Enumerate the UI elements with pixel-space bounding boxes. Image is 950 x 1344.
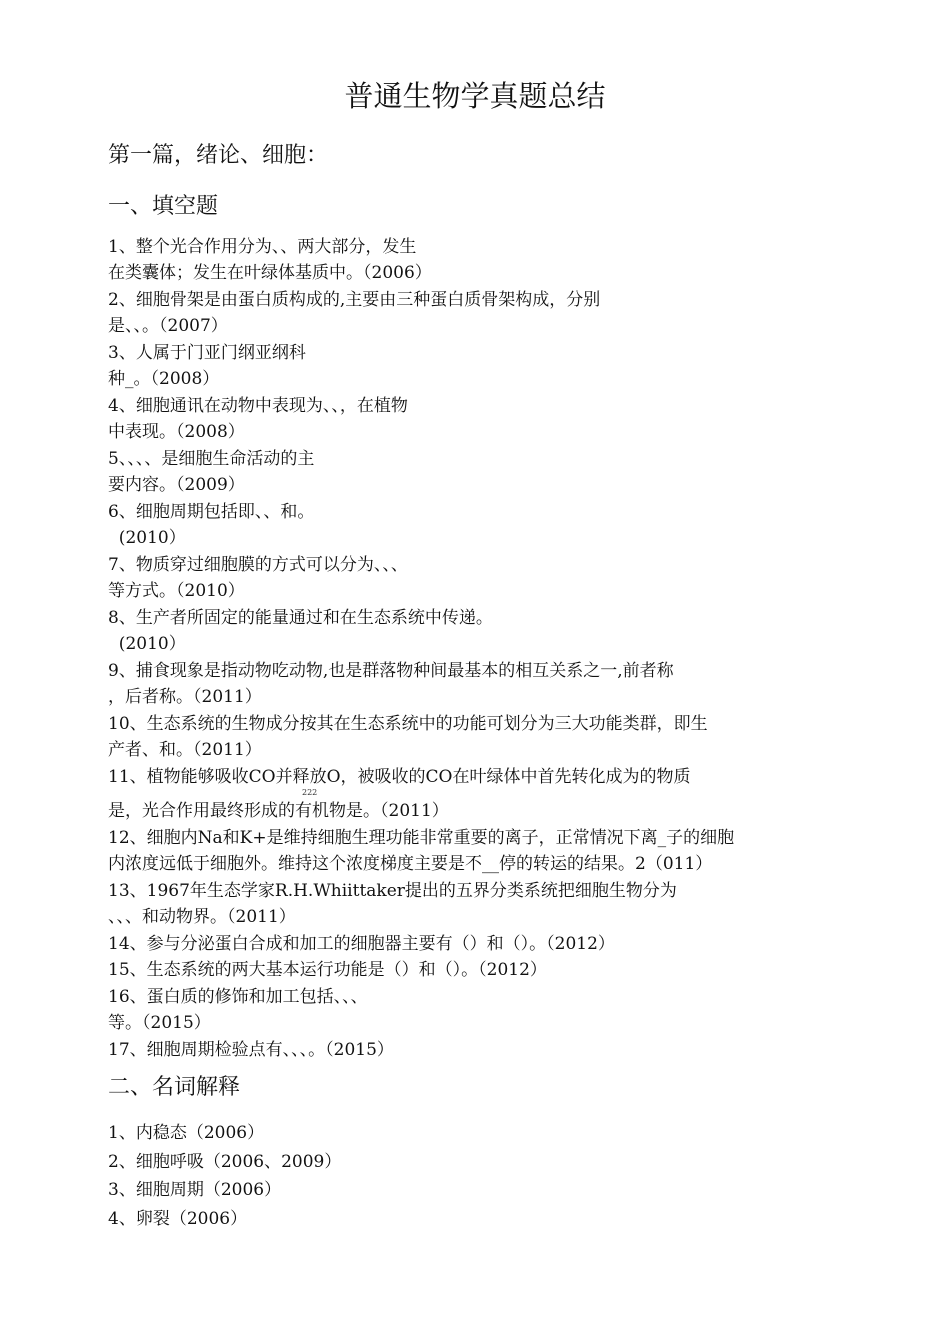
fill-line: 10、生态系统的生物成分按其在生态系统中的功能可划分为三大功能类群，即生	[108, 714, 708, 734]
fill-line: 等方式。（2010）	[108, 581, 245, 601]
fill-line: 内浓度远低于细胞外。维持这个浓度梯度主要是不__停的转运的结果。2（011）	[108, 854, 713, 874]
fill-line: 5、、、、是细胞生命活动的主	[108, 449, 315, 469]
fill-line: 是，光合作用最终形成的有机物是。（2011）	[108, 801, 449, 821]
section-heading-terms: 二、名词解释	[108, 1075, 241, 1100]
fill-line: 要内容。（2009）	[108, 475, 245, 495]
section-heading-fill-blank: 一、填空题	[108, 194, 219, 219]
fill-line: 中表现。（2008）	[108, 422, 245, 442]
term-line: 4、卵裂（2006）	[108, 1209, 248, 1229]
fill-line: 6、细胞周期包括即、、和。	[108, 502, 315, 522]
fill-line: 17、细胞周期检验点有、、、。（2015）	[108, 1040, 394, 1060]
fill-line: 13、1967年生态学家R.H.Whiittaker提出的五界分类系统把细胞生物分为	[108, 881, 677, 901]
fill-line: 8、生产者所固定的能量通过和在生态系统中传递。	[108, 608, 493, 628]
fill-line: 等。（2015）	[108, 1013, 211, 1033]
fill-line: 4、细胞通讯在动物中表现为、、，在植物	[108, 396, 408, 416]
fill-line: 1、整个光合作用分为、、两大部分，发生	[108, 237, 417, 257]
term-line: 3、细胞周期（2006）	[108, 1180, 282, 1200]
fill-line: (2010）	[108, 528, 186, 548]
subscript-note: 222	[302, 788, 318, 797]
fill-line: 11、植物能够吸收CO并释放O，被吸收的CO在叶绿体中首先转化成为的物质	[108, 767, 691, 787]
fill-line: 产者、和。（2011）	[108, 740, 262, 760]
fill-line: 14、参与分泌蛋白合成和加工的细胞器主要有（）和（）。（2012）	[108, 934, 615, 954]
fill-line: 9、捕食现象是指动物吃动物,也是群落物种间最基本的相互关系之一,前者称	[108, 661, 674, 681]
document-title: 普通生物学真题总结	[344, 79, 606, 113]
fill-line: 是、、。（2007）	[108, 316, 228, 336]
fill-line: 、、、和动物界。（2011）	[108, 907, 296, 927]
term-line: 2、细胞呼吸（2006、2009）	[108, 1152, 342, 1172]
fill-line: ，后者称。（2011）	[108, 687, 262, 707]
fill-line: 12、细胞内Na和K+是维持细胞生理功能非常重要的离子，正常情况下离_子的细胞	[108, 828, 735, 848]
fill-line: 2、细胞骨架是由蛋白质构成的,主要由三种蛋白质骨架构成，分别	[108, 290, 601, 310]
fill-line: (2010）	[108, 634, 186, 654]
fill-line: 3、人属于门亚门纲亚纲科	[108, 343, 306, 363]
fill-line: 种_。（2008）	[108, 369, 220, 389]
part-heading: 第一篇，绪论、细胞：	[108, 143, 329, 168]
fill-line: 15、生态系统的两大基本运行功能是（）和（）。（2012）	[108, 960, 547, 980]
fill-line: 7、物质穿过细胞膜的方式可以分为、、、	[108, 555, 408, 575]
fill-line: 在类囊体；发生在叶绿体基质中。（2006）	[108, 263, 432, 283]
term-line: 1、内稳态（2006）	[108, 1123, 265, 1143]
fill-line: 16、蛋白质的修饰和加工包括、、、	[108, 987, 368, 1007]
